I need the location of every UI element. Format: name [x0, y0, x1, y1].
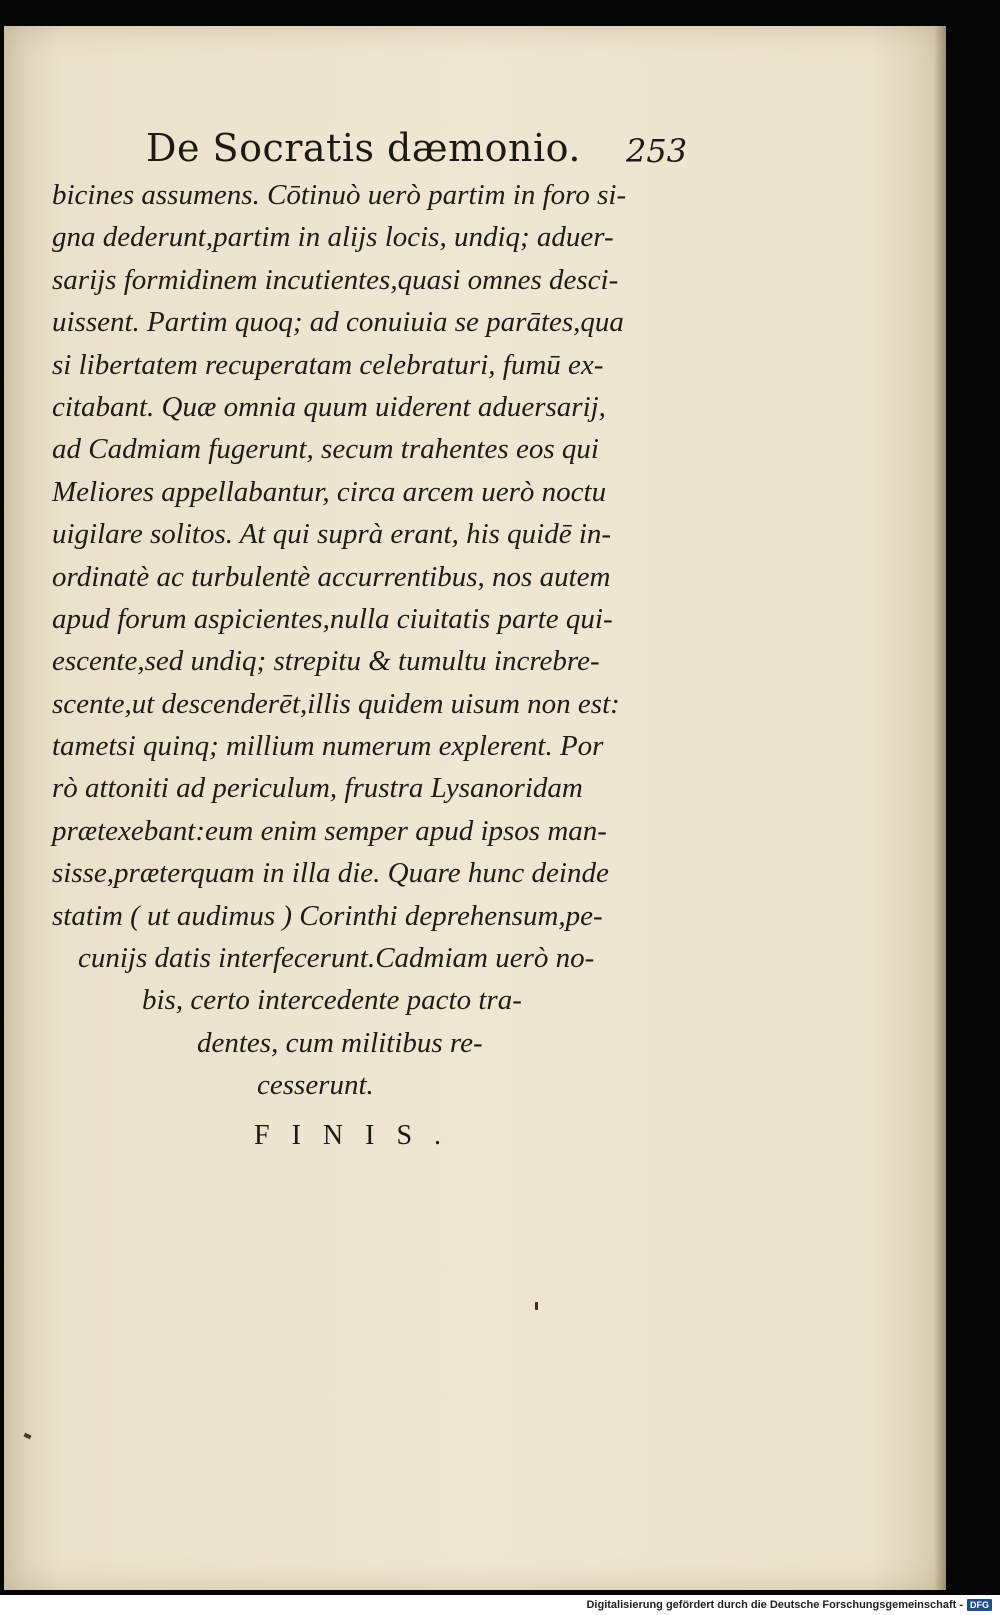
digitization-credit — [586, 1599, 992, 1611]
text-line: scente,ut descenderēt,illis quidem uisum non est: — [52, 687, 620, 720]
text-line: citabant. Quæ omnia quum uiderent aduersarij, — [52, 390, 606, 423]
text-line: apud forum aspicientes,nulla ciuitatis parte qui- — [52, 602, 613, 635]
text-line: uissent. Partim quoq; ad conuiuia se parātes,qua — [52, 306, 624, 339]
text-line: dentes, cum militibus re- — [197, 1026, 483, 1059]
dfg-logo-icon: DFG — [967, 1599, 992, 1611]
text-line: uigilare solitos. At qui suprà erant, his quidē in- — [52, 518, 612, 551]
text-line: cesserunt. — [257, 1069, 374, 1102]
colophon-finis: FINIS. — [254, 1120, 464, 1151]
text-line: si libertatem recuperatam celebraturi, fumū ex- — [52, 348, 604, 381]
text-line: bis, certo intercedente pacto tra- — [142, 984, 522, 1017]
text-line: ordinatè ac turbulentè accurrentibus, nos autem — [52, 560, 611, 593]
book-page — [4, 26, 946, 1590]
text-line: gna dederunt,partim in alijs locis, undiq; aduer- — [52, 221, 614, 254]
text-line: prætexebant:eum enim semper apud ipsos man- — [52, 814, 607, 847]
text-line: escente,sed undiq; strepitu & tumultu increbre- — [52, 645, 600, 678]
text-line: bicines assumens. Cōtinuò uerò partim in foro si- — [52, 179, 627, 211]
running-head: De Socratis dæmonio. — [146, 126, 581, 170]
margin-mark — [23, 1433, 31, 1440]
body-text — [52, 174, 692, 1107]
text-line: tametsi quinq; millium numerum explerent. Por — [52, 730, 604, 763]
text-line: ad Cadmiam fugerunt, secum trahentes eos qui — [52, 433, 599, 466]
ink-speck — [535, 1302, 538, 1310]
text-line: sisse,præterquam in illa die. Quare hunc deinde — [52, 857, 609, 890]
text-line: cunijs datis interfecerunt.Cadmiam uerò no- — [78, 942, 595, 975]
text-line: rò attoniti ad periculum, frustra Lysanoridam — [52, 772, 583, 805]
text-line: statim ( ut audimus ) Corinthi deprehensum,pe- — [52, 899, 603, 932]
credit-text: Digitalisierung gefördert durch die Deutsche Forschungsgemeinschaft - — [586, 1599, 963, 1611]
page-number: 253 — [626, 132, 688, 170]
text-line: Meliores appellabantur, circa arcem uerò noctu — [52, 475, 607, 508]
text-line: sarijs formidinem incutientes,quasi omnes desci- — [52, 263, 619, 296]
